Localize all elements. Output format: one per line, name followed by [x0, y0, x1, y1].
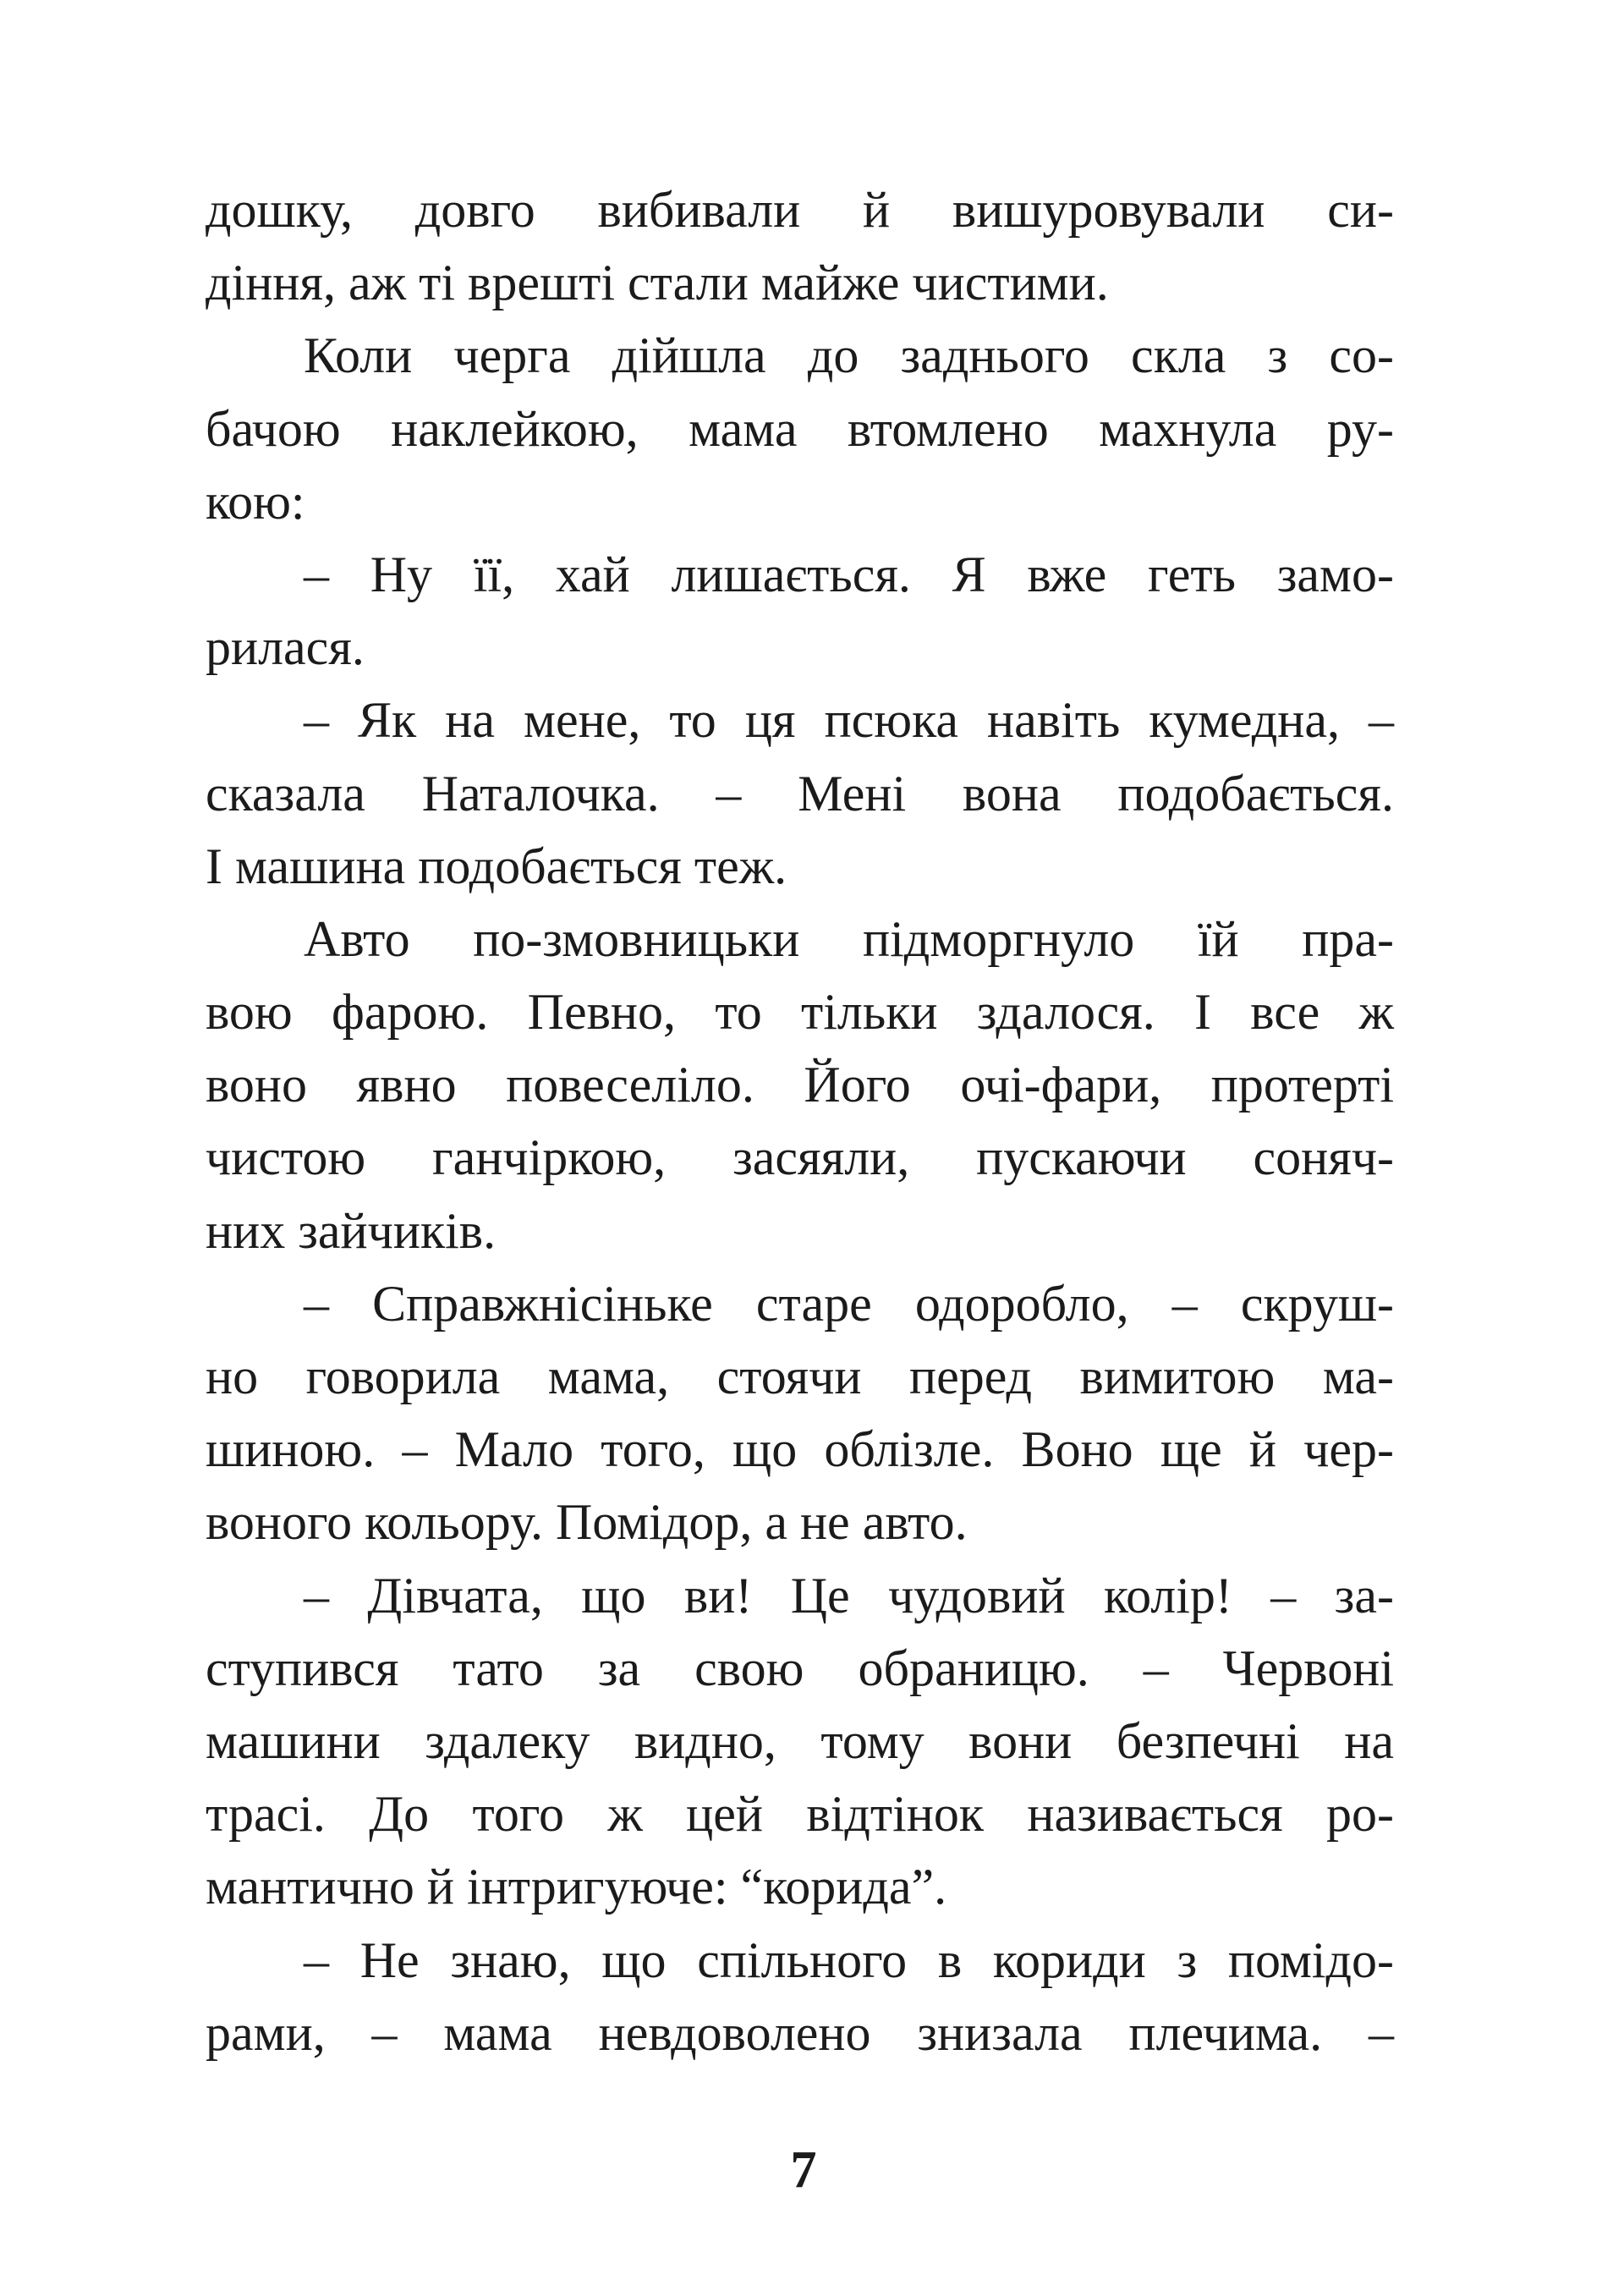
text-line: рилася.: [206, 619, 365, 676]
text-line: воного кольору. Помідор, а не авто.: [206, 1494, 968, 1551]
text-line: Авто по-змовницьки підморгнуло їй пра-: [304, 910, 1394, 967]
text-line: сказала Наталочка. – Мені вона подобається.: [206, 765, 1394, 821]
text-line: них зайчиків.: [206, 1202, 497, 1259]
text-line: – Справжнісіньке старе одоробло, – скруш-: [304, 1275, 1394, 1332]
text-line: машини здалеку видно, тому вони безпечні на: [206, 1712, 1394, 1769]
body-text: [206, 173, 1394, 2069]
text-line: рами, – мама невдоволено знизала плечима. –: [206, 2004, 1394, 2061]
text-line: – Дівчата, що ви! Це чудовий колір! – за-: [304, 1567, 1394, 1623]
text-line: – Не знаю, що спільного в кориди з помідо-: [304, 1931, 1394, 1988]
text-line: діння, аж ті врешті стали майже чистими.: [206, 255, 1109, 311]
text-line: шиною. – Мало того, що облізле. Воно ще й чер-: [206, 1421, 1394, 1478]
text-line: кою:: [206, 473, 305, 530]
page-number: 7: [790, 2141, 817, 2199]
text-line: дошку, довго вибивали й вишуровували си-: [206, 182, 1394, 238]
text-line: Коли черга дійшла до заднього скла з со-: [304, 327, 1394, 384]
text-line: бачою наклейкою, мама втомлено махнула ру-: [206, 400, 1394, 457]
text-line: вою фарою. Певно, то тільки здалося. І все ж: [206, 984, 1394, 1041]
text-line: воно явно повеселіло. Його очі-фари, протерті: [206, 1057, 1394, 1113]
text-line: мантично й інтригуюче: “корида”.: [206, 1859, 947, 1915]
text-line: трасі. До того ж цей відтінок називається ро-: [206, 1786, 1394, 1843]
text-line: но говорила мама, стоячи перед вимитою ма-: [206, 1349, 1394, 1404]
text-line: І машина подобається теж.: [206, 838, 787, 894]
text-line: – Як на мене, то ця псюка навіть кумедна, –: [304, 692, 1394, 749]
text-line: ступився тато за свою обраницю. – Червоні: [206, 1640, 1394, 1696]
text-line: чистою ганчіркою, засяяли, пускаючи соняч-: [206, 1129, 1394, 1186]
text-line: – Ну її, хай лишається. Я вже геть замо-: [304, 546, 1394, 602]
